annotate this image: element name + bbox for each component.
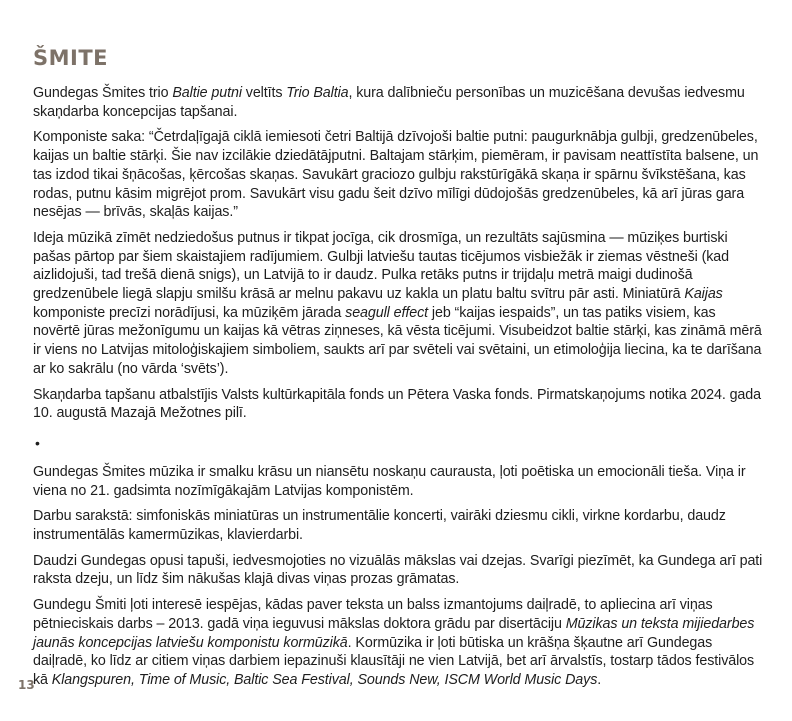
text-run: Daudzi Gundegas opusi tapuši, iedvesmojoties no vizuālās mākslas vai dzejas. Svarīgi piezīmēt, ka Gundega arī pati raksta dzeju, un līdz šim nākušas klajā divas viņas prozas grāmatas. [33,552,763,588]
paragraph [33,386,763,423]
paragraph [33,229,763,379]
text-run: , kura dalībnieču personības un muzicēšana devušas iedvesmu skaņdarba koncepcijas tapšanai. [33,85,745,120]
text-run: Ideja mūzikā zīmēt nedziedošus putnus ir tikpat jocīga, cik drosmīga, un rezultāts sajūsmina — mūziķes burtiski pašas pārtop par šiem skaistajiem radījumiem. Gulbji latviešu tautas ticējumos visbiežāk ir ziemas vēstneši (kad aizlidojuši, tad trešā dienā snigs), un Latvijā to ir daudz. Pulka retāks putns ir trijdaļu metrā maigi dudinošā gredzenūbele liegā slapju smilšu krāsā ar melnu pakavu uz kakla un platu baltu svītru pār asti. Miniatūrā [33,229,729,303]
text-run: . Kormūzika ir ļoti būtiska un krāšņa šķautne arī Gundegas daiļradē, ko līdz ar citiem viņas darbiem iepazinuši klausītāji ne vien Latvijā, bet arī ārvalstīs, tostarp tādos festivālos kā [33,634,755,688]
text-run: komponiste precīzi norādījusi, ka mūziķēm jārada [33,304,346,321]
text-run: Skaņdarba tapšanu atbalstījis Valsts kultūrkapitāla fonds un Pētera Vaska fonds. Pirmatskaņojums notika 2024. gada 10. augustā Mazajā Mežotnes pilī. [33,386,761,422]
page-number: 13 [18,678,35,692]
paragraph [33,463,763,500]
italic-text: Baltie putni [172,85,242,101]
italic-text: Klangspuren, Time of Music, Baltic Sea Festival, Sounds New, ISCM World Music Days [51,671,598,688]
text-run: jeb “kaijas iespaids”, un tas patiks visiem, kas novērtē jūras mežonīgumu un kaijas kā vētras ziņneses, kā vēsta ticējumi. Visubeidzot baltie stārķi, kas zināmā mērā ir viens no Latvijas mitoloģiskajiem simboliem, saukts arī par svēteli vai svētaini, un etimoloģija liecina, ka te darīšana ar ko sakrālu (no vārda ‘svēts’). [33,304,762,377]
text-run: Komponiste saka: “Četrdaļīgajā ciklā iemiesoti četri Baltijā dzīvojoši baltie putni: paugurknābja gulbji, gredzenūbeles, kaijas un baltie stārķi. Šie nav izcilākie dziedātājputni. Baltajam stārķim, piemēram, ir pavisam neattīstīta balsene, un tas izdod tikai šņācošas, ķērcošas skaņas. Savukārt graciozo gulbju rakstūrīgākā skaņa ir spārnu švīkstēšana, kas rodas, putnu kāsim migrējot prom. Savukārt visu gadu šeit dzīvo mīlīgi dūdojošās gredzenūbeles, kā arī jūras gara nesējas — brīvās, skaļās kaijas.” [33,129,759,221]
italic-text: Kaijas [684,286,723,303]
text-run: Gundegas Šmites mūzika ir smalku krāsu un niansētu noskaņu caurausta, ļoti poētiska un emocionāli tieša. Viņa ir viena no 21. gadsimta nozīmīgākajām Latvijas komponistēm. [33,463,746,499]
paragraph [33,507,763,544]
italic-text: seagull effect [345,304,429,321]
italic-text: Trio Baltia [286,85,349,101]
paragraph [33,84,763,121]
text-run: Gundegu Šmiti ļoti interesē iespējas, kādas paver teksta un balss izmantojums daiļradē, to apliecina arī viņas pētnieciskais darbs – 2013. gadā viņa ieguvusi mākslas doktora grādu par disertāciju [33,597,713,632]
text-run: Gundegas Šmites trio [33,85,173,101]
page-title: ŠMITE [33,46,109,70]
text-run: veltīts [241,85,287,101]
composition-notes [33,84,763,423]
composer-bio [33,463,763,690]
article [33,44,763,697]
text-run: . [597,671,602,688]
paragraph [33,128,763,222]
paragraph [33,596,763,690]
italic-text: Mūzikas un teksta mijiedarbes jaunās koncepcijas latviešu komponistu kormūzikā [33,615,755,651]
section-separator: • [35,434,40,451]
text-run: Darbu sarakstā: simfoniskās miniatūras un instrumentālie koncerti, vairāki dziesmu cikli, virkne kordarbu, daudz instrumentālās kamermūzikas, klavierdarbi. [33,508,726,544]
paragraph [33,552,763,589]
